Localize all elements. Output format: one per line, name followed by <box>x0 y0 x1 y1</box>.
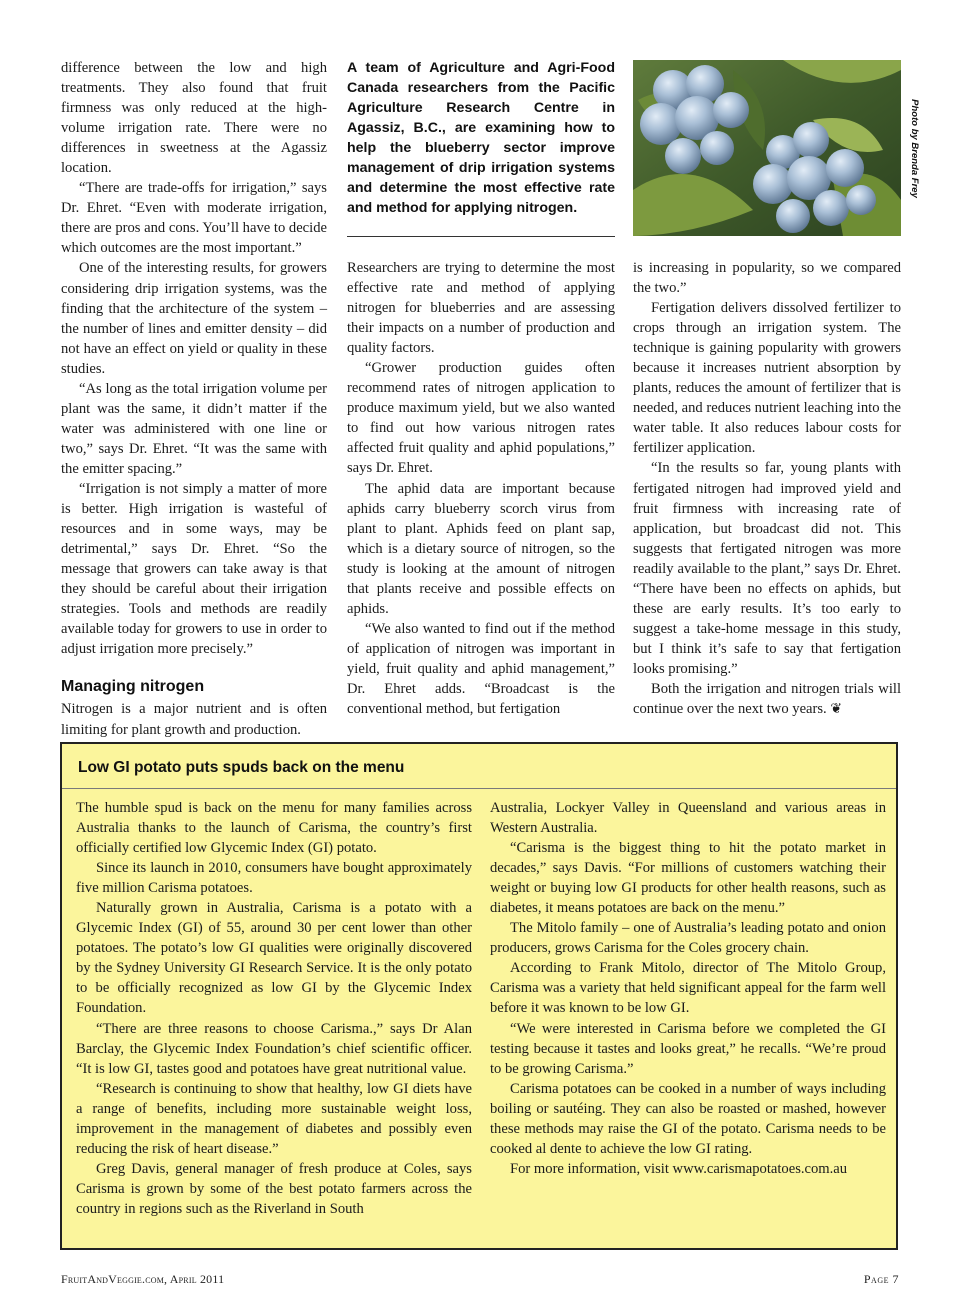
article-column-3 <box>633 258 901 720</box>
paragraph: For more information, visit www.carismapotatoes.com.au <box>510 1160 848 1177</box>
divider <box>62 788 896 789</box>
paragraph: “Grower production guides often recommend rates of nitrogen application to produce maximum yield, but we also wanted to find out how various nitrogen rates affected fruit quality and aphid populations,” says Dr. Ehret. <box>347 360 615 477</box>
paragraph: The Mitolo family – one of Australia’s leading potato and onion producers, grows Carisma for the Coles grocery chain. <box>490 920 886 957</box>
paragraph: Since its launch in 2010, consumers have bought approximately five million Carisma potatoes. <box>76 860 472 897</box>
divider <box>347 236 615 237</box>
paragraph: “We were interested in Carisma before we completed the GI testing because it tastes and looks great,” he recalls. “We’re proud to be growing Carisma.” <box>490 1020 886 1077</box>
article-column-2 <box>347 258 615 719</box>
paragraph: Carisma potatoes can be cooked in a number of ways including boiling or sautéing. They can also be roasted or mashed, however these methods may raise the GI of the potato. Carisma needs to be cooked al dente to achieve the low GI rating. <box>490 1080 886 1157</box>
paragraph: According to Frank Mitolo, director of The Mitolo Group, Carisma was a variety that held significant appeal for the farm well before it was known to be low GI. <box>490 960 886 1017</box>
article-column-1 <box>61 58 327 740</box>
paragraph: Nitrogen is a major nutrient and is often limiting for plant growth and production. <box>61 701 327 738</box>
paragraph: “There are three reasons to choose Carisma.,” says Dr Alan Barclay, the Glycemic Index Foundation’s chief scientific officer. “It is low GI, tastes good and potatoes have great nutritional value. <box>76 1020 472 1077</box>
paragraph: “As long as the total irrigation volume per plant was the same, it didn’t matter if the water was administered with one line or two,” says Dr. Ehret. “It was the same with the emitter spacing.” <box>61 380 327 477</box>
paragraph: “Research is continuing to show that healthy, low GI diets have a range of benefits, including more sustainable weight loss, improvement in the management of diabetes and possibly even reducing the risk of heart disease.” <box>76 1080 472 1157</box>
paragraph: “Irrigation is not simply a matter of more is better. High irrigation is wasteful of resources and in some ways, may be detrimental,” says Dr. Ehret. “So the message that growers can take away is that they should be careful about their irrigation strategies. Tools and methods are readily available today for growers to use in order to adjust irrigation more precisely.” <box>61 480 327 658</box>
paragraph: “In the results so far, young plants with fertigated nitrogen had improved yield and fruit firmness with increasing rate of application, but broadcast did not. This suggests that fertigated nitrogen was more readily available to the plant,” says Dr. Ehret. “There have been no effects on aphids, but these are early results. It’s too early to suggest a take-home message in this study, but I think it’s safe to say that fertigation looks promising.” <box>633 460 901 677</box>
paragraph: “We also wanted to find out if the method of application of nitrogen was important in yield, fruit quality and aphid management,” Dr. Ehret adds. “Broadcast is the conventional method, but fertigation <box>347 620 615 718</box>
paragraph: The aphid data are important because aphids carry blueberry scorch virus from plant to plant. Aphids feed on plant sap, which is a dietary source of nitrogen, so the study is looking at the amount of nitrogen that plants receive and possible effects on aphids. <box>347 480 615 617</box>
paragraph: Fertigation delivers dissolved fertilizer to crops through an irrigation system. The technique is gaining popularity with growers because it increases nutrient absorption by plants, reduces the amount of fertilizer that is needed, and reduces nutrient leaching into the water table. It also reduces labour costs for fertilizer application. <box>633 300 901 457</box>
page-number: Page 7 <box>863 1272 899 1286</box>
paragraph: Researchers are trying to determine the most effective rate and method of applying nitrogen for blueberries and are assessing their impacts on a number of production and quality factors. <box>347 260 615 357</box>
sidebar-column-1 <box>76 798 472 1219</box>
paragraph: The humble spud is back on the menu for many families across Australia thanks to the launch of Carisma, the country’s first officially certified low Glycemic Index (GI) potato. <box>76 800 472 857</box>
footer-publication: FruitAndVeggie.com, April 2011 <box>61 1272 225 1286</box>
pull-quote: A team of Agriculture and Agri-Food Canada researchers from the Pacific Agriculture Research Centre in Agassiz, B.C., are examining how to help the blueberry sector improve management of drip irrigation systems and determine the most effective rate and method for applying nitrogen. <box>347 60 615 216</box>
sidebar-title: Low GI potato puts spuds back on the menu <box>78 759 405 776</box>
blueberries-photo <box>633 60 901 236</box>
photo-credit: Photo by Brenda Frey <box>908 98 920 198</box>
paragraph: One of the interesting results, for growers considering drip irrigation systems, was the finding that the architecture of the system – the number of lines and emitter density – did not have an effect on yield or quality in these studies. <box>61 260 327 377</box>
paragraph: Both the irrigation and nitrogen trials will continue over the next two years. ❦ <box>633 680 901 718</box>
paragraph: “There are trade-offs for irrigation,” says Dr. Ehret. “Even with moderate irrigation, there are pros and cons. You’ll have to decide which outcomes are the most important.” <box>61 180 327 257</box>
sidebar-column-2 <box>490 798 886 1179</box>
paragraph: is increasing in popularity, so we compared the two.” <box>633 260 901 297</box>
paragraph: Naturally grown in Australia, Carisma is a potato with a Glycemic Index (GI) of 55, around 30 per cent lower than other potatoes. The potato’s low GI qualities were originally discovered by the Sydney University GI Research Service. It is the only potato to be officially recognized as low GI by the Glycemic Index Foundation. <box>76 900 472 1017</box>
section-heading: Managing nitrogen <box>61 678 205 696</box>
paragraph: Greg Davis, general manager of fresh produce at Coles, says Carisma is grown by some of the best potato farmers across the country in regions such as the Riverland in South <box>76 1160 472 1217</box>
sidebar-box <box>60 742 898 1250</box>
end-mark-icon: ❦ <box>830 702 843 718</box>
paragraph: Australia, Lockyer Valley in Queensland and various areas in Western Australia. <box>490 800 886 837</box>
paragraph: “Carisma is the biggest thing to hit the potato market in decades,” says Davis. “For millions of customers watching their weight or buying low GI products for other health reasons, such as diabetes, it means potatoes are back on the menu.” <box>490 840 886 917</box>
paragraph: difference between the low and high treatments. They also found that fruit firmness was only reduced at the high-volume irrigation rate. There were no differences in sweetness at the Agassiz location. <box>61 60 327 177</box>
